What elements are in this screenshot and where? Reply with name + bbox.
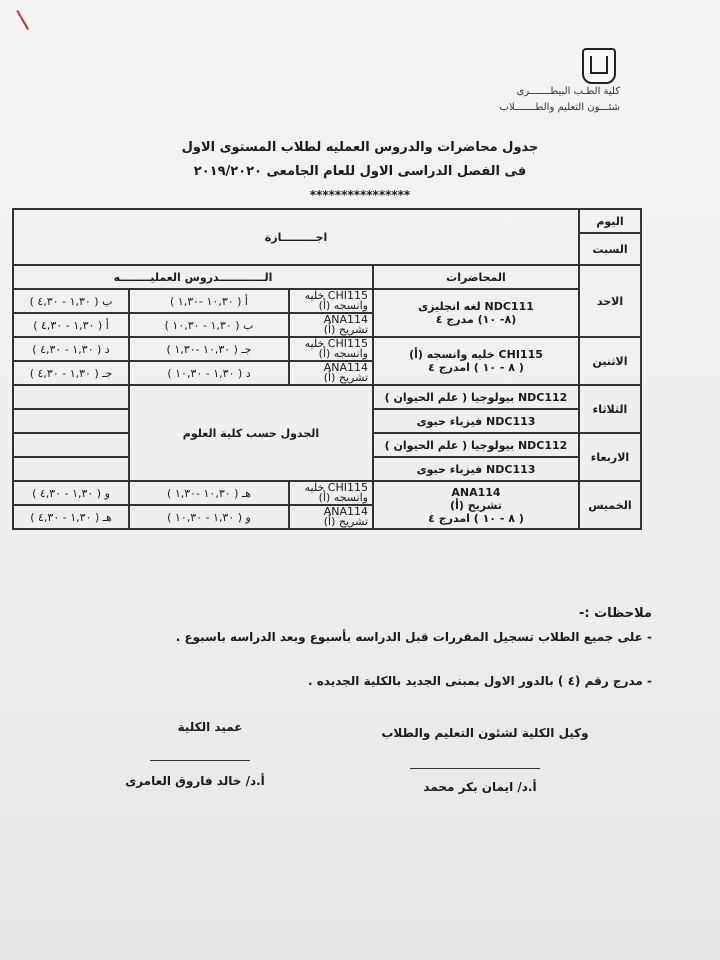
lab-group: و ( ١,٣٠ - ٤,٣٠ ): [13, 481, 129, 505]
stars-line: ****************: [309, 188, 411, 202]
day-sunday: الاحد: [579, 265, 641, 337]
vice-dean-title: وكيل الكلية لشئون التعليم والطلاب: [381, 726, 589, 740]
thursday-lecture: [373, 481, 579, 529]
empty-cell: [13, 409, 129, 433]
lecture-line: NDC111 لغه انجليزى: [418, 300, 534, 313]
dean-title: عميد الكلية: [177, 720, 243, 734]
table-row: [13, 265, 641, 289]
lecture-line: ( ٨ - ١٠ ) امدرج ٤: [428, 361, 524, 374]
lab-course: ANA114 تشريح (أ): [289, 505, 373, 529]
sunday-lecture: [373, 289, 579, 337]
day-thursday: الخميس: [579, 481, 641, 529]
lab-course: ANA114 تشريح (أ): [289, 313, 373, 337]
department-name: شئـــون التعليم والطـــــــلاب: [499, 102, 620, 113]
day-wednesday: الاربعاء: [579, 433, 641, 481]
day-tuesday: الثلاثاء: [579, 385, 641, 433]
table-row: [13, 289, 641, 313]
lab-group: هـ ( ١,٣٠ - ٤,٣٠ ): [13, 505, 129, 529]
table-row: [13, 337, 641, 361]
lab-group: أ ( ١٠,٣٠ -١,٣٠ ): [129, 289, 289, 313]
lab-group: جـ ( ١,٣٠ - ٤,٣٠ ): [13, 361, 129, 385]
lab-group: ب ( ١,٣٠ - ٤,٣٠ ): [13, 289, 129, 313]
pen-mark: [16, 10, 29, 30]
lecture-line: ( ٨ - ١٠ ) امدرج ٤: [428, 511, 524, 525]
vice-dean-name: أ.د/ ايمان بكر محمد: [423, 780, 537, 794]
empty-cell: [13, 385, 129, 409]
lab-course: CHI115 خليه وانسجه (أ): [289, 481, 373, 505]
wednesday-lecture-1: NDC112 بيولوجيا ( علم الحيوان ): [373, 433, 579, 457]
labs-header: الــــــــــــدروس العمليــــــــه: [13, 265, 373, 289]
lab-group: ب ( ١,٣٠ - ١٠,٣٠ ): [129, 313, 289, 337]
lab-group: هـ ( ١٠,٣٠ -١,٣٠ ): [129, 481, 289, 505]
dean-signature: [150, 752, 250, 761]
lab-course: ANA114 تشريح (أ): [289, 361, 373, 385]
tuesday-lecture-1: NDC112 بيولوجيا ( علم الحيوان ): [373, 385, 579, 409]
lab-group: د ( ١,٣٠ - ٤,٣٠ ): [13, 337, 129, 361]
saturday-holiday: اجـــــــــازة: [13, 209, 579, 265]
day-monday: الاثنين: [579, 337, 641, 385]
lecture-line: تشريح (أ): [450, 498, 502, 512]
empty-cell: [13, 433, 129, 457]
science-faculty-note: الجدول حسب كلية العلوم: [129, 385, 373, 481]
tuesday-lecture-2: NDC113 فيزياء حيوى: [373, 409, 579, 433]
lab-group: و ( ١,٣٠ - ١٠,٣٠ ): [129, 505, 289, 529]
lab-group: أ ( ١,٣٠ - ٤,٣٠ ): [13, 313, 129, 337]
lab-course: CHI115 خليه وانسجه (أ): [289, 289, 373, 313]
lecture-line: CHI115 خليه وانسجه (أ): [409, 348, 543, 361]
faculty-name: كلية الطـب البيطـــــــرى: [516, 86, 620, 97]
note-item: - مدرج رقم (٤ ) بالدور الاول بمبنى الجديد بالكلية الجديده .: [307, 674, 652, 688]
lab-group: جـ ( ١٠,٣٠ -١,٣٠ ): [129, 337, 289, 361]
note-item: - على جميع الطلاب تسجيل المقررات قبل الدراسه بأسبوع وبعد الدراسه باسبوع .: [175, 630, 652, 644]
table-row: [13, 209, 641, 233]
document-subtitle: فى الفصل الدراسى الاول للعام الجامعى ٢٠١٩/٢٠٢٠: [193, 164, 527, 179]
vice-dean-signature: [410, 760, 540, 769]
lectures-header: المحاضرات: [373, 265, 579, 289]
lecture-line: (٨- ١٠) مدرج ٤: [435, 313, 517, 326]
table-row: [13, 481, 641, 505]
dean-name: أ.د/ خالد فاروق العامرى: [125, 774, 265, 788]
day-header: اليوم: [579, 209, 641, 233]
faculty-logo: [582, 48, 616, 84]
wednesday-lecture-2: NDC113 فيزياء حيوى: [373, 457, 579, 481]
notes-heading: ملاحظات :-: [578, 606, 652, 621]
schedule-table: [12, 208, 642, 530]
monday-lecture: [373, 337, 579, 385]
table-row: [13, 385, 641, 409]
lecture-line: ANA114: [451, 485, 501, 499]
lab-course: CHI115 خليه وانسجه (أ): [289, 337, 373, 361]
document-title: جدول محاضرات والدروس العمليه لطلاب المستوى الاول: [181, 140, 539, 155]
lab-group: د ( ١,٣٠ - ١٠,٣٠ ): [129, 361, 289, 385]
day-saturday: السبت: [579, 233, 641, 265]
empty-cell: [13, 457, 129, 481]
